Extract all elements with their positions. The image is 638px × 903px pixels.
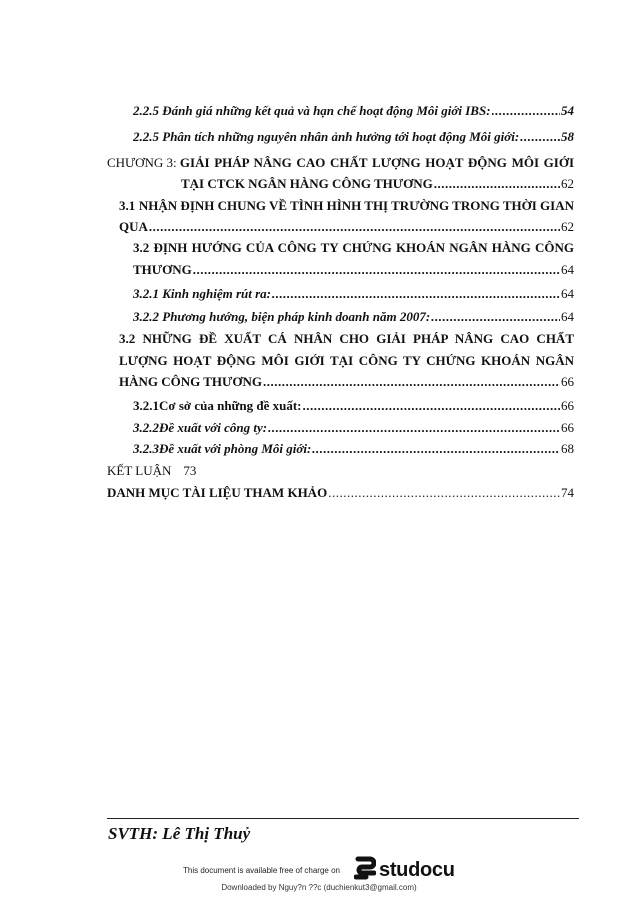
toc-section-line[interactable] — [119, 198, 574, 214]
section-number: 3.1 — [119, 198, 136, 213]
toc-section-line[interactable] — [133, 240, 574, 256]
toc-entry[interactable] — [133, 286, 574, 302]
toc-chapter-line[interactable] — [107, 155, 574, 171]
toc-entry[interactable] — [107, 485, 574, 501]
toc-entry-text: KẾT LUẬN — [107, 463, 172, 478]
toc-page-number: 58 — [561, 129, 574, 144]
toc-page-number: 66 — [561, 374, 574, 389]
studocu-logo[interactable] — [354, 855, 455, 886]
section-title: 3.2 ĐỊNH HƯỚNG CỦA CÔNG TY CHỨNG KHOÁN NGÂN HÀNG CÔNG — [133, 240, 574, 255]
studocu-logo-icon — [354, 855, 376, 886]
toc-page-number: 64 — [561, 262, 574, 277]
toc-page-number: 66 — [561, 420, 574, 435]
leader-dots — [312, 441, 560, 457]
toc-entry[interactable] — [133, 129, 574, 145]
toc-entry[interactable] — [133, 103, 574, 119]
toc-entry-text: Đề xuất với công ty: — [159, 420, 268, 435]
leader-dots — [193, 262, 560, 278]
chapter-title-continued: TẠI CTCK NGÂN HÀNG CÔNG THƯƠNG — [181, 176, 433, 191]
download-notice: Downloaded by Nguy?n ??c (duchienkut3@gmail.com) — [221, 883, 417, 892]
leader-dots — [149, 219, 560, 235]
toc-page-number: 68 — [561, 441, 574, 456]
section-title-continued: HÀNG CÔNG THƯƠNG — [119, 374, 263, 389]
leader-dots — [328, 485, 560, 501]
subsection-number: 3.2.3 — [133, 441, 159, 456]
leader-dots — [272, 286, 560, 302]
toc-entry-text: 3.2.1 Kinh nghiệm rút ra: — [133, 286, 271, 301]
section-title-continued: QUA — [119, 219, 148, 234]
toc-page-number: 62 — [561, 176, 574, 191]
toc-entry[interactable] — [119, 374, 574, 390]
toc-entry-text: Đề xuất với phòng Môi giới: — [159, 441, 312, 456]
toc-page-number: 62 — [561, 219, 574, 234]
toc-entry-text: 2.2.5 Đánh giá những kết quả và hạn chế hoạt động Môi giới IBS: — [133, 103, 491, 118]
toc-entry[interactable] — [133, 309, 574, 325]
toc-entry[interactable] — [181, 176, 574, 192]
toc-section-line[interactable] — [119, 353, 574, 369]
toc-entry[interactable] — [133, 262, 574, 278]
studocu-wordmark: studocu — [379, 859, 455, 881]
subsection-number: 3.2.2 — [133, 420, 159, 435]
section-title-continued: THƯƠNG — [133, 262, 192, 277]
toc-entry-text: Cơ sở của những đề xuất: — [159, 398, 302, 413]
section-title: NHẬN ĐỊNH CHUNG VỀ TÌNH HÌNH THỊ TRƯỜNG TRONG THỜI GIAN — [138, 198, 574, 213]
toc-page-number: 54 — [561, 103, 574, 118]
leader-dots — [492, 103, 560, 119]
toc-entry[interactable] — [119, 219, 574, 235]
section-title: 3.2 NHỮNG ĐỀ XUẤT CÁ NHÂN CHO GIẢI PHÁP NÂNG CAO CHẤT — [119, 331, 574, 346]
subsection-number: 3.2.1 — [133, 398, 159, 413]
toc-entry-text: DANH MỤC TÀI LIỆU THAM KHẢO — [107, 485, 328, 500]
toc-page-number: 64 — [561, 309, 574, 324]
chapter-title: GIẢI PHÁP NÂNG CAO CHẤT LƯỢNG HOẠT ĐỘNG MÔI GIỚI — [179, 155, 574, 170]
leader-dots — [268, 420, 560, 436]
leader-dots — [520, 129, 560, 145]
toc-entry[interactable] — [133, 398, 574, 414]
toc-entry[interactable] — [133, 441, 574, 457]
toc-page-number: 73 — [183, 463, 197, 478]
chapter-prefix: CHƯƠNG 3: — [107, 155, 180, 170]
toc-page-number: 66 — [561, 398, 574, 413]
footer-divider — [107, 818, 579, 819]
toc-page-number: 74 — [561, 485, 574, 500]
leader-dots — [434, 176, 560, 192]
toc-entry-conclusion[interactable] — [107, 463, 574, 479]
leader-dots — [302, 398, 560, 414]
section-title-continued: LƯỢNG HOẠT ĐỘNG MÔI GIỚI TẠI CÔNG TY CHỨNG KHOÁN NGÂN — [119, 353, 574, 368]
author-signature: SVTH: Lê Thị Thuỷ — [108, 824, 251, 843]
toc-entry-text: 3.2.2 Phương hướng, biện pháp kinh doanh năm 2007: — [133, 309, 431, 324]
leader-dots — [263, 374, 560, 390]
availability-notice: This document is available free of charge on — [183, 866, 340, 875]
toc-page-number: 64 — [561, 286, 574, 301]
toc-entry-text: 2.2.5 Phân tích những nguyên nhân ảnh hưởng tới hoạt động Môi giới: — [133, 129, 520, 144]
toc-entry[interactable] — [133, 420, 574, 436]
toc-section-line[interactable] — [119, 331, 574, 347]
leader-dots — [431, 309, 560, 325]
